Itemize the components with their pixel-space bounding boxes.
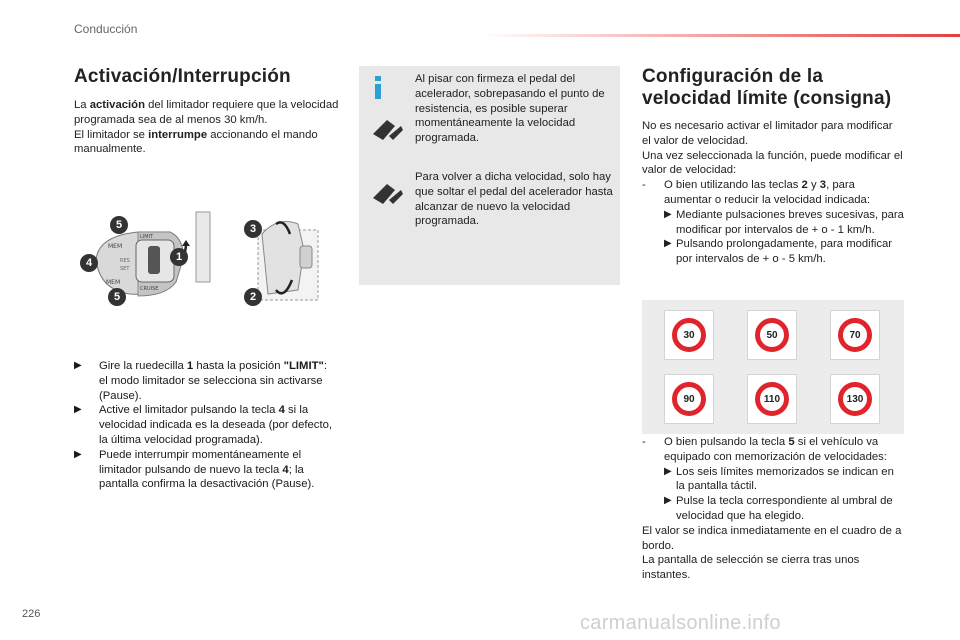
option-1-sub: ▶ Pulsando prolongadamente, para modificar por intervalos de + o - 5 km/h. [664, 238, 893, 266]
speed-sign-50[interactable]: 50 [747, 310, 797, 360]
option-2-sub: ▶ Los seis límites memorizados se indican en la pantalla táctil. [664, 465, 894, 493]
svg-text:RES: RES [120, 258, 130, 264]
option-2-sub: ▶ Pulse la tecla correspondiente al umbral de velocidad que ha elegido. [664, 495, 893, 522]
speed-sign-70[interactable]: 70 [830, 310, 880, 360]
option-1: - O bien utilizando las teclas 2 y 3, para aumentar o reducir la velocidad indicada: [642, 179, 870, 206]
config-body-2 [642, 435, 904, 583]
limiter-control-figure [78, 210, 338, 310]
badge-5-bottom: 5 [108, 288, 126, 306]
step-item: ▶ Puede interrumpir momentáneamente el limitador pulsando de nuevo la tecla 4; la pantalla confirma la desactivación (Pause). [74, 448, 315, 491]
page-number: 226 [22, 608, 41, 620]
watermark: carmanualsonline.info [580, 612, 781, 634]
config-title: Configuración de la velocidad límite (consigna) [642, 66, 892, 109]
header-rule [480, 34, 960, 37]
info-text-2: Para volver a dicha velocidad, solo hay que soltar el pedal del acelerador hasta alcanzar de nuevo la velocidad programada. [415, 171, 613, 228]
pedal-icon [369, 114, 405, 149]
svg-text:CRUISE: CRUISE [140, 286, 159, 292]
speed-sign-90[interactable]: 90 [664, 374, 714, 424]
badge-2: 2 [244, 288, 262, 306]
section-title: Conducción [74, 22, 138, 36]
info-box [359, 66, 620, 285]
speed-sign-130[interactable]: 130 [830, 374, 880, 424]
step-item: ▶ Gire la ruedecilla 1 hasta la posición "LIMIT": el modo limitador se selecciona sin activarse (Pause). [74, 360, 327, 402]
speed-sign-30[interactable]: 30 [664, 310, 714, 360]
config-body: No es necesario activar el limitador para modificar el valor de velocidad. Una vez seleccionada la función, puede modificar el valor de velocidad: - O bien utilizando las teclas 2 y 3, para aumentar o reducir la velocidad indicada: ▶ Mediante pulsaciones breves sucesivas, para modificar por intervalos de + o - 1 km/h. ▶ Pulsando prolongadamente, para modificar por intervalos de + o - 5 km/h. [642, 120, 904, 266]
badge-4: 4 [80, 254, 98, 272]
info-icon [369, 74, 389, 100]
step-item: ▶ Active el limitador pulsando la tecla 4 si la velocidad indicada es la deseada (por defecto, la última velocidad programada). [74, 404, 332, 446]
activation-steps [74, 359, 338, 492]
svg-text:LIMIT: LIMIT [140, 234, 154, 240]
closing-text: El valor se indica inmediatamente en el cuadro de a bordo. [642, 524, 902, 552]
option-2: - O bien pulsando la tecla 5 si el vehículo va equipado con memorización de velocidades: [642, 436, 887, 463]
svg-text:SET: SET [120, 266, 130, 272]
activation-intro: La activación del limitador requiere que la velocidad programada sea de al menos 30 km/h. El limitador se interrumpe accionando el mando manualmente. [74, 99, 339, 156]
speed-sign-110[interactable]: 110 [747, 374, 797, 424]
svg-text:MEM: MEM [106, 279, 121, 286]
option-1-sub: ▶ Mediante pulsaciones breves sucesivas, para modificar por intervalos de + o - 1 km/h. [664, 208, 904, 236]
info-text-1: Al pisar con firmeza el pedal del acelerador, sobrepasando el punto de resistencia, es posible superar momentáneamente la velocidad programada. [415, 73, 605, 145]
badge-1: 1 [170, 248, 188, 266]
speed-presets-panel [642, 300, 904, 434]
closing-text: La pantalla de selección se cierra tras unos instantes. [642, 554, 860, 582]
badge-3: 3 [244, 220, 262, 238]
pedal-release-icon [369, 178, 405, 213]
badge-5-top: 5 [110, 216, 128, 234]
activation-title: Activación/Interrupción [74, 66, 291, 87]
svg-text:MEM: MEM [108, 243, 123, 250]
